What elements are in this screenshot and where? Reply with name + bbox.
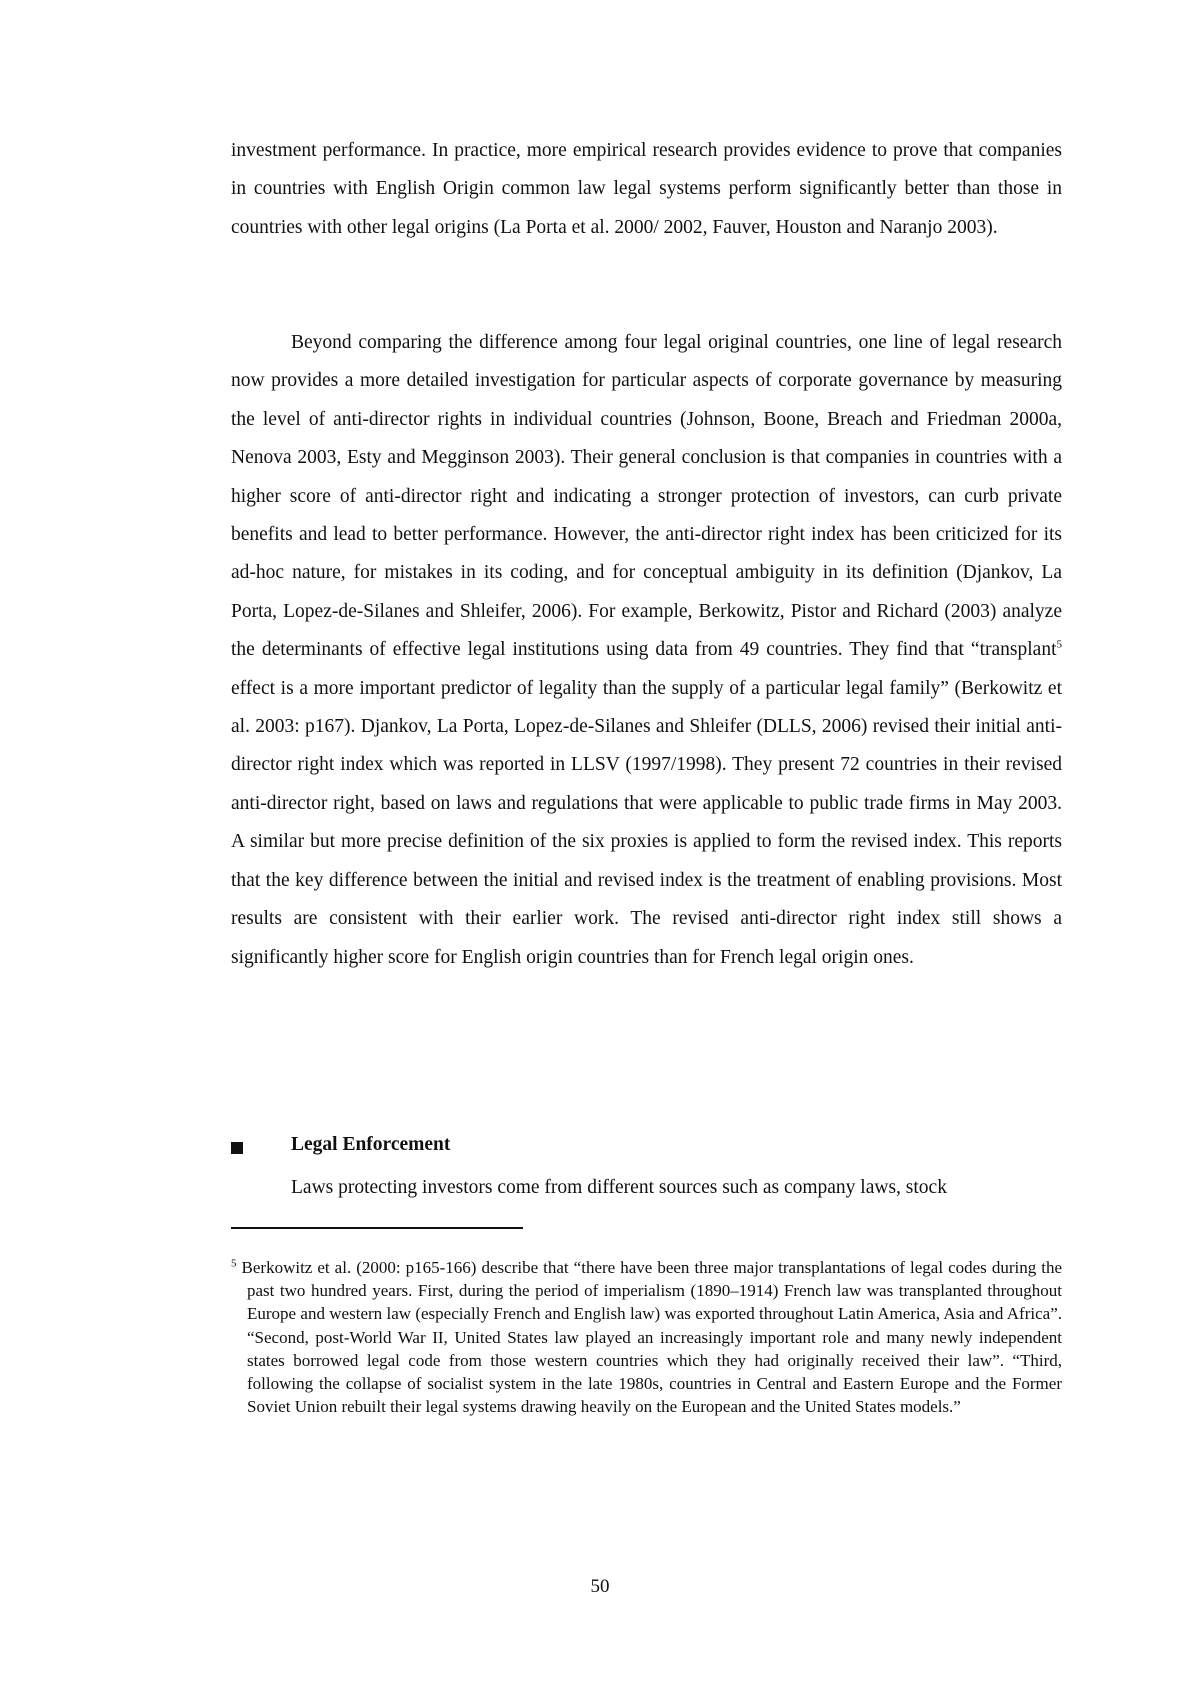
black-square-icon bbox=[231, 1142, 243, 1154]
paragraph-laws-protecting-investors: Laws protecting investors come from different sources such as company laws, stock bbox=[291, 1177, 947, 1198]
footnote-separator bbox=[231, 1227, 523, 1229]
page-number: 50 bbox=[590, 1576, 610, 1597]
paragraph-text-part-2: effect is a more important predictor of legality than the supply of a particular legal family” (Berkowitz et al. 2003: p167). Djankov, La Porta, Lopez-de-Silanes and Shleifer (DLLS, 2006) revised their initial anti-director right index which was reported in LLSV (1997/1998). They present 72 countries in their revised anti-director right, based on laws and regulations that were applicable to public trade firms in May 2003. A similar but more precise definition of the six proxies is applied to form the revised index. This reports that the key difference between the initial and revised index is the treatment of enabling provisions. Most results are consistent with their earlier work. The revised anti-director right index still shows a significantly higher score for English origin countries than for French legal origin ones. bbox=[231, 677, 1062, 968]
paragraph-anti-director-rights bbox=[231, 324, 1062, 977]
paragraph-investment-performance: investment performance. In practice, more empirical research provides evidence to prove that companies in countries with English Origin common law legal systems perform significantly better than those in countries with other legal origins (La Porta et al. 2000/ 2002, Fauver, Houston and Naranjo 2003). bbox=[231, 140, 1062, 238]
footnote-reference-5[interactable]: 5 bbox=[1056, 638, 1062, 651]
footnote-text: Berkowitz et al. (2000: p165-166) describe that “there have been three major transplantations of legal codes during the past two hundred years. First, during the period of imperialism (1890–1914) French law was transplanted throughout Europe and western law (especially French and English law) was exported throughout Latin America, Asia and Africa”. “Second, post-World War II, United States law played an increasingly important role and many newly independent states borrowed legal code from those western countries which they had originally received their law”. “Third, following the collapse of socialist system in the late 1980s, countries in Central and Eastern Europe and the Former Soviet Union rebuilt their legal systems drawing heavily on the European and the United States models.” bbox=[241, 1258, 1063, 1417]
footnote-marker: 5 bbox=[231, 1257, 237, 1270]
paragraph-text-part-1: Beyond comparing the difference among four legal original countries, one line of legal research now provides a more detailed investigation for particular aspects of corporate governance by measuring the level of anti-director rights in individual countries (Johnson, Boone, Breach and Friedman 2000a, Nenova 2003, Esty and Megginson 2003). Their general conclusion is that companies in countries with a higher score of anti-director right and indicating a stronger protection of investors, can curb private benefits and lead to better performance. However, the anti-director right index has been criticized for its ad-hoc nature, for mistakes in its coding, and for conceptual ambiguity in its definition (Djankov, La Porta, Lopez-de-Silanes and Shleifer, 2006). For example, Berkowitz, Pistor and Richard (2003) analyze the determinants of effective legal institutions using data from 49 countries. They find that “transplant bbox=[231, 332, 1062, 661]
footnote-5 bbox=[231, 1256, 1062, 1418]
section-heading-legal-enforcement: Legal Enforcement bbox=[291, 1134, 451, 1155]
